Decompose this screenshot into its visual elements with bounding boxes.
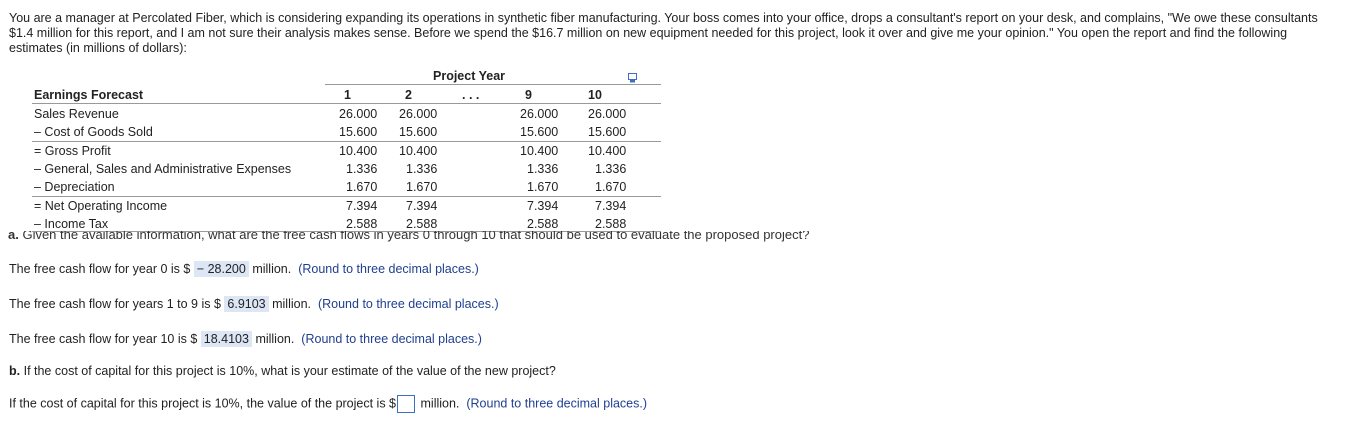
row-label: – Depreciation — [34, 180, 115, 194]
answer-b: If the cost of capital for this project is 10%, the value of the project is $ million. (Round to three decimal places.) — [9, 395, 647, 413]
row-rule — [32, 196, 661, 197]
problem-intro: You are a manager at Percolated Fiber, which is considering expanding its operations in synthetic fiber manufacturing. Your boss comes into your office, drops a consultant's report on your desk, and complains, "We owe these consultants $1.4 million for this report, and I am not sure their analysis makes sense. Before we spend the $16.7 million on new equipment needed for this project, look it over and give me your opinion." You open the report and find the following estimates (in millions of dollars): — [9, 11, 1318, 55]
cell: 1.670 — [346, 180, 378, 194]
answer-fcf-year-10: The free cash flow for year 10 is $ 18.4103 million. (Round to three decimal places.) — [9, 332, 482, 346]
cell: 1.670 — [595, 180, 627, 194]
cell: 1.336 — [595, 162, 627, 176]
row-rule — [32, 141, 661, 142]
cell: 15.600 — [339, 125, 378, 139]
cell: 2.588 — [346, 217, 378, 231]
cell: 15.600 — [399, 125, 438, 139]
year-header: 9 — [525, 88, 532, 102]
cell: 2.588 — [406, 217, 438, 231]
cell: 1.670 — [406, 180, 438, 194]
cell: 10.400 — [520, 144, 559, 158]
question-b-text: If the cost of capital for this project is 10%, what is your estimate of the value of the new project? — [23, 364, 556, 378]
cell: 26.000 — [520, 107, 559, 121]
rounding-hint: (Round to three decimal places.) — [317, 297, 499, 311]
cell: 1.670 — [527, 180, 559, 194]
cell: 15.600 — [588, 125, 627, 139]
row-label: = Net Operating Income — [34, 199, 168, 213]
cell: 26.000 — [339, 107, 378, 121]
cell: 10.400 — [339, 144, 378, 158]
fcf-years-1-9-value[interactable]: 6.9103 — [224, 296, 268, 312]
cell: 1.336 — [406, 162, 438, 176]
cell: 7.394 — [346, 199, 378, 213]
project-year-label: Project Year — [433, 69, 506, 83]
year-header: 2 — [405, 88, 412, 102]
cell: 2.588 — [527, 217, 559, 231]
cell: 26.000 — [399, 107, 438, 121]
project-year-underline — [325, 84, 661, 85]
row-label: – Income Tax — [34, 217, 109, 231]
question-b: b. If the cost of capital for this project is 10%, what is your estimate of the value of the new project? — [9, 364, 556, 378]
cell: 26.000 — [588, 107, 627, 121]
answer-fcf-years-1-9: The free cash flow for years 1 to 9 is $ 6.9103 million. (Round to three decimal places.) — [9, 297, 499, 311]
rounding-hint: (Round to three decimal places.) — [298, 262, 479, 276]
cell: 1.336 — [346, 162, 378, 176]
cell: 15.600 — [520, 125, 559, 139]
cell: 2.588 — [595, 217, 627, 231]
year-header: . . . — [462, 88, 480, 102]
row-label: Sales Revenue — [34, 107, 119, 121]
row-header: Earnings Forecast — [34, 88, 144, 102]
cell: 10.400 — [399, 144, 438, 158]
cell: 1.336 — [527, 162, 559, 176]
cell: 7.394 — [595, 199, 627, 213]
project-value-input[interactable] — [397, 395, 415, 413]
row-label: – General, Sales and Administrative Expenses — [34, 162, 292, 176]
row-label: = Gross Profit — [34, 144, 111, 158]
year-header: 1 — [344, 88, 351, 102]
answer-fcf-year-0: The free cash flow for year 0 is $ − 28.200 million. (Round to three decimal places.) — [9, 262, 479, 276]
rounding-hint: (Round to three decimal places.) — [466, 396, 648, 411]
question-a: a. Given the available information, what are the free cash flows in years 0 through 10 that should be used to evaluate the proposed project? — [8, 231, 810, 242]
year-header: 10 — [588, 88, 602, 102]
cell: 7.394 — [527, 199, 559, 213]
fcf-year-10-value[interactable]: 18.4103 — [201, 331, 252, 347]
copy-icon[interactable] — [628, 72, 638, 82]
cell: 7.394 — [406, 199, 438, 213]
row-label: – Cost of Goods Sold — [34, 125, 153, 139]
fcf-year-0-value[interactable]: − 28.200 — [194, 261, 249, 277]
rounding-hint: (Round to three decimal places.) — [301, 332, 482, 346]
cell: 10.400 — [588, 144, 627, 158]
header-rule — [32, 103, 661, 104]
